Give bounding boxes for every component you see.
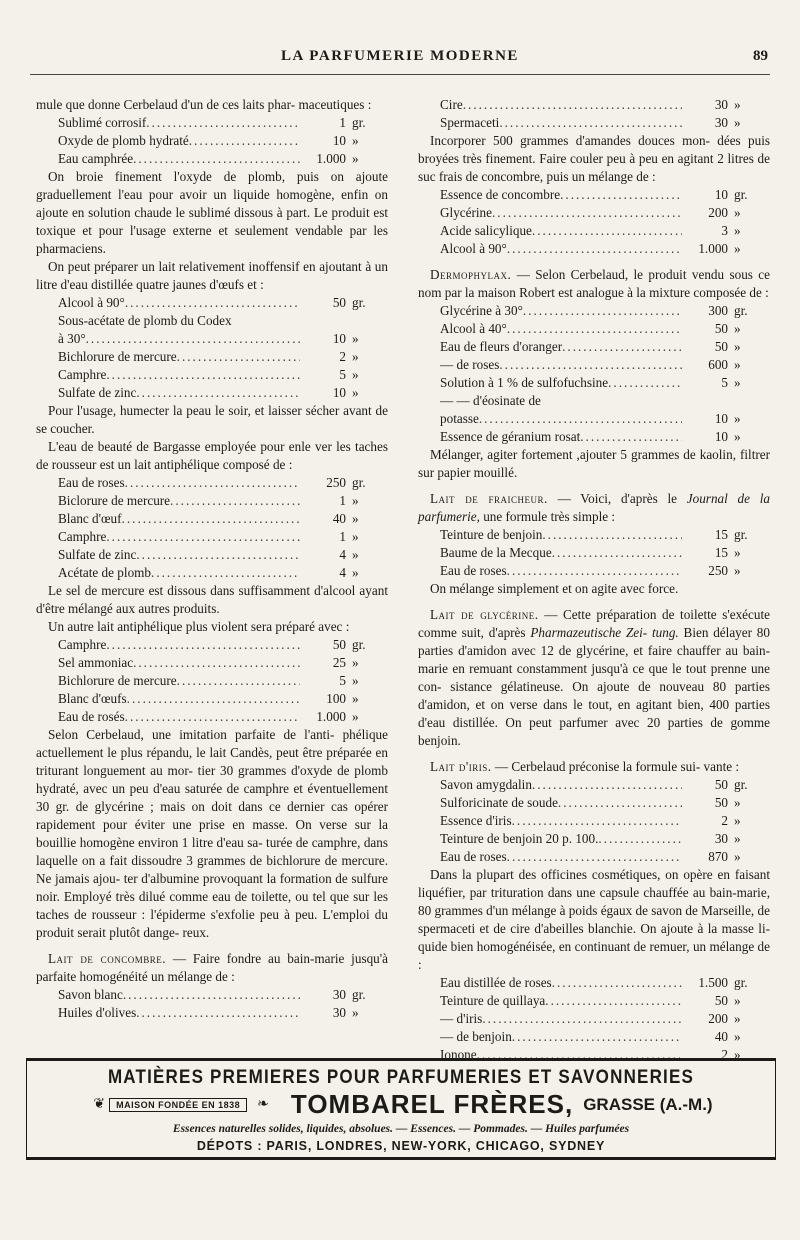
recipe-item bbox=[440, 240, 770, 258]
ingredient-unit: » bbox=[734, 795, 741, 810]
ingredient-amount: 2 bbox=[721, 1047, 728, 1062]
ingredient-unit: » bbox=[352, 547, 359, 562]
ornament-icon: ❧ bbox=[257, 1097, 269, 1112]
dot-leader bbox=[499, 356, 682, 374]
ingredient-amount: 200 bbox=[708, 205, 728, 220]
ingredient-name: Acide salicylique bbox=[440, 223, 532, 238]
ingredient-name: Alcool à 90° bbox=[440, 241, 507, 256]
recipe-item bbox=[58, 474, 388, 492]
recipe-item bbox=[58, 132, 388, 150]
recipe-item bbox=[440, 1028, 770, 1046]
recipe-item bbox=[440, 1010, 770, 1028]
journal-name: Pharmazeutische Zei- tung. bbox=[530, 625, 679, 640]
ingredient-name: Eau de fleurs d'oranger bbox=[440, 339, 563, 354]
ingredient-amount: 250 bbox=[326, 475, 346, 490]
dot-leader bbox=[479, 410, 682, 428]
ingredient-name: Eau distillée de roses bbox=[440, 975, 552, 990]
ingredient-amount: 40 bbox=[332, 511, 346, 526]
ingredient-name: à 30° bbox=[58, 331, 86, 346]
brand-name: TOMBAREL FRÈRES, bbox=[290, 1089, 574, 1119]
ingredient-amount: 3 bbox=[721, 223, 728, 238]
dot-leader bbox=[123, 986, 300, 1004]
recipe-item bbox=[440, 96, 770, 114]
ingredient-amount: 10 bbox=[714, 429, 728, 444]
dot-leader bbox=[133, 654, 300, 672]
recipe-list bbox=[36, 294, 388, 402]
paragraph: Un autre lait antiphélique plus violent sera préparé avec : bbox=[48, 619, 350, 634]
recipe-item bbox=[58, 330, 388, 348]
recipe-item bbox=[440, 830, 770, 848]
recipe-item bbox=[58, 384, 388, 402]
ingredient-name: Huiles d'olives bbox=[58, 1005, 137, 1020]
ingredient-name: Ionone bbox=[440, 1047, 477, 1062]
ingredient-amount: 40 bbox=[714, 1029, 728, 1044]
ingredient-amount: 10 bbox=[332, 133, 346, 148]
ingredient-name: Teinture de quillaya bbox=[440, 993, 546, 1008]
paragraph: Dans la plupart des officines cosmétiques, on opère en faisant liquéfier, par trituration dans une capsule chauffée au bain-marie, 80 grammes d'un mélange à poids égaux de savon de Marseille, de spermaceti et de cire d'abeilles blanchie. On ajoute à la masse li- quide bien homogénéisée, en continuant de remuer, un mélange de : bbox=[418, 867, 770, 972]
ad-brand-line bbox=[27, 1089, 775, 1120]
ingredient-unit: » bbox=[352, 529, 359, 544]
ingredient-unit: » bbox=[352, 673, 359, 688]
dot-leader bbox=[482, 1010, 682, 1028]
ingredient-name: Sel ammoniac bbox=[58, 655, 134, 670]
ingredient-unit: » bbox=[734, 97, 741, 112]
dot-leader bbox=[552, 544, 682, 562]
ingredient-amount: 30 bbox=[714, 115, 728, 130]
section-text: — Selon Cerbelaud, le produit vendu sous ce nom par la maison Robert est analogue à la mixture composée de : bbox=[418, 267, 770, 300]
dot-leader bbox=[177, 348, 300, 366]
ingredient-unit: » bbox=[734, 339, 741, 354]
dot-leader bbox=[492, 204, 682, 222]
advertisement-box bbox=[26, 1058, 776, 1160]
section-paragraph bbox=[418, 758, 770, 776]
recipe-list bbox=[36, 636, 388, 726]
ingredient-name: Camphre bbox=[58, 637, 107, 652]
recipe-item bbox=[58, 636, 388, 654]
ingredient-amount: 1.000 bbox=[316, 709, 346, 724]
paragraph: Incorporer 500 grammes d'amandes douces mon- dées puis broyées très finement. Faire couler peu à peu en agitant 2 litres de suc frais de concombre, puis un mélange de : bbox=[418, 133, 770, 184]
ingredient-unit: » bbox=[352, 133, 359, 148]
dot-leader bbox=[106, 366, 300, 384]
ingredient-amount: 1.500 bbox=[698, 975, 728, 990]
ingredient-unit: » bbox=[734, 321, 741, 336]
recipe-item bbox=[58, 312, 388, 330]
recipe-item bbox=[58, 1004, 388, 1022]
dot-leader bbox=[580, 428, 682, 446]
ingredient-amount: 100 bbox=[326, 691, 346, 706]
section-paragraph bbox=[418, 266, 770, 302]
recipe-item bbox=[58, 114, 388, 132]
left-column bbox=[36, 96, 388, 1022]
ingredient-name: Essence de géranium rosat bbox=[440, 429, 581, 444]
ingredient-unit: » bbox=[734, 831, 741, 846]
dot-leader bbox=[136, 546, 300, 564]
ingredient-name: Baume de la Mecque bbox=[440, 545, 552, 560]
dot-leader bbox=[545, 992, 682, 1010]
dot-leader bbox=[189, 132, 300, 150]
recipe-item bbox=[440, 186, 770, 204]
ingredient-unit: » bbox=[734, 1047, 741, 1062]
ingredient-unit: gr. bbox=[734, 777, 748, 792]
dot-leader bbox=[532, 222, 682, 240]
ingredient-unit: » bbox=[352, 331, 359, 346]
paragraph: mule que donne Cerbelaud d'un de ces laits phar- maceutiques : bbox=[36, 97, 372, 112]
right-column bbox=[418, 96, 770, 1064]
section-text: — Cette préparation de toilette s'exécute comme suit, d'après bbox=[418, 607, 771, 640]
recipe-item bbox=[58, 366, 388, 384]
recipe-list bbox=[36, 986, 388, 1022]
ingredient-amount: 200 bbox=[708, 1011, 728, 1026]
ingredient-amount: 50 bbox=[332, 637, 346, 652]
ingredient-unit: gr. bbox=[352, 115, 366, 130]
section-text: — Voici, d'après le bbox=[547, 491, 687, 506]
dot-leader bbox=[146, 114, 300, 132]
ingredient-name: Blanc d'œufs bbox=[58, 691, 127, 706]
ingredient-amount: 30 bbox=[332, 987, 346, 1002]
ingredient-name: — de benjoin bbox=[440, 1029, 512, 1044]
dot-leader bbox=[106, 636, 300, 654]
ingredient-amount: 2 bbox=[339, 349, 346, 364]
ingredient-name: Biclorure de mercure bbox=[58, 493, 171, 508]
ingredient-unit: » bbox=[352, 385, 359, 400]
ingredient-amount: 50 bbox=[332, 295, 346, 310]
running-header bbox=[30, 48, 770, 74]
recipe-item bbox=[440, 526, 770, 544]
ingredient-name: Eau de roses bbox=[440, 563, 507, 578]
ingredient-unit: » bbox=[734, 223, 741, 238]
dot-leader bbox=[558, 794, 682, 812]
ingredient-unit: » bbox=[734, 241, 741, 256]
recipe-item bbox=[440, 848, 770, 866]
recipe-list bbox=[36, 114, 388, 168]
ingredient-unit: » bbox=[352, 349, 359, 364]
ingredient-amount: 1 bbox=[339, 529, 346, 544]
ingredient-unit: » bbox=[352, 511, 359, 526]
recipe-item bbox=[440, 812, 770, 830]
dot-leader bbox=[125, 708, 300, 726]
section-heading: Lait de concombre. bbox=[48, 951, 166, 966]
recipe-list bbox=[418, 96, 770, 132]
ad-depots: DÉPOTS : PARIS, LONDRES, NEW-YORK, CHICAGO, SYDNEY bbox=[196, 1139, 606, 1153]
ingredient-amount: 300 bbox=[708, 303, 728, 318]
recipe-item bbox=[440, 320, 770, 338]
dot-leader bbox=[598, 830, 682, 848]
ingredient-name: Solution à 1 % de sulfofuchsine bbox=[440, 375, 609, 390]
recipe-list bbox=[418, 302, 770, 446]
recipe-item bbox=[440, 204, 770, 222]
section-paragraph bbox=[418, 490, 770, 526]
ingredient-amount: 15 bbox=[714, 545, 728, 560]
ingredient-name: — d'iris bbox=[440, 1011, 483, 1026]
ingredient-name: Savon amygdalin bbox=[440, 777, 532, 792]
ingredient-unit: » bbox=[734, 813, 741, 828]
recipe-item bbox=[440, 992, 770, 1010]
ingredient-amount: 10 bbox=[714, 411, 728, 426]
ingredient-amount: 50 bbox=[714, 321, 728, 336]
journal-title: LA PARFUMERIE MODERNE bbox=[281, 48, 519, 64]
recipe-item bbox=[440, 544, 770, 562]
section-text: — Faire fondre au bain-marie jusqu'à parfaite homogénéité un mélange de : bbox=[36, 951, 388, 984]
ingredient-name: Alcool à 40° bbox=[440, 321, 507, 336]
dot-leader bbox=[507, 562, 682, 580]
ad-products: Essences naturelles solides, liquides, absolues. — Essences. — Pommades. — Huiles parfumées bbox=[172, 1123, 630, 1135]
ingredient-amount: 50 bbox=[714, 777, 728, 792]
recipe-item bbox=[440, 776, 770, 794]
ingredient-amount: 50 bbox=[714, 339, 728, 354]
ingredient-name: Glycérine bbox=[440, 205, 492, 220]
dot-leader bbox=[560, 186, 682, 204]
recipe-item bbox=[58, 510, 388, 528]
header-rule bbox=[30, 74, 770, 75]
ingredient-amount: 10 bbox=[332, 331, 346, 346]
ingredient-unit: » bbox=[734, 411, 741, 426]
ingredient-name: Eau camphrée bbox=[58, 151, 134, 166]
recipe-list bbox=[418, 974, 770, 1064]
recipe-item bbox=[440, 356, 770, 374]
recipe-list bbox=[418, 526, 770, 580]
recipe-item bbox=[58, 672, 388, 690]
ingredient-amount: 4 bbox=[339, 547, 346, 562]
ingredient-name: Spermaceti bbox=[440, 115, 500, 130]
ingredient-name: potasse bbox=[440, 411, 479, 426]
ingredient-unit: » bbox=[734, 993, 741, 1008]
paragraph: On peut préparer un lait relativement inoffensif en ajoutant à un litre d'eau distillée quatre jaunes d'œufs et : bbox=[36, 259, 388, 292]
dot-leader bbox=[532, 776, 682, 794]
dot-leader bbox=[125, 294, 300, 312]
ingredient-name: Teinture de benjoin bbox=[440, 527, 543, 542]
ingredient-name: Alcool à 90° bbox=[58, 295, 125, 310]
ingredient-amount: 1 bbox=[339, 493, 346, 508]
recipe-item bbox=[58, 654, 388, 672]
ingredient-amount: 10 bbox=[332, 385, 346, 400]
paragraph: On broie finement l'oxyde de plomb, puis on ajoute graduellement l'eau pour avoir un liquide homogène, enfin on ajoute en solution chaude le sublimé dissous à part. Le produit est toxique et pour l'usage externe et seulement vendable par les pharmaciens. bbox=[36, 169, 388, 256]
section-text: — Cerbelaud préconise la formule sui- vante : bbox=[491, 759, 740, 774]
ingredient-unit: » bbox=[352, 691, 359, 706]
ingredient-unit: » bbox=[352, 709, 359, 724]
ad-headline: MATIÈRES PREMIERES POUR PARFUMERIES ET SAVONNERIES bbox=[107, 1065, 695, 1088]
dot-leader bbox=[512, 812, 682, 830]
ingredient-amount: 10 bbox=[714, 187, 728, 202]
ingredient-amount: 870 bbox=[708, 849, 728, 864]
dot-leader bbox=[562, 338, 682, 356]
ingredient-unit: » bbox=[734, 563, 741, 578]
ingredient-unit: » bbox=[734, 1011, 741, 1026]
dot-leader bbox=[542, 526, 682, 544]
ingredient-amount: 30 bbox=[714, 831, 728, 846]
ingredient-amount: 1.000 bbox=[316, 151, 346, 166]
ingredient-name: Sulfate de zinc bbox=[58, 385, 137, 400]
ingredient-name: Eau de rosés bbox=[58, 709, 125, 724]
recipe-list bbox=[418, 186, 770, 258]
section-heading: Lait d'iris. bbox=[430, 759, 492, 774]
recipe-item bbox=[440, 302, 770, 320]
dot-leader bbox=[512, 1028, 682, 1046]
section-paragraph bbox=[36, 950, 388, 986]
section-heading: Lait de glycérine. bbox=[430, 607, 539, 622]
ingredient-name: Cire bbox=[440, 97, 463, 112]
ingredient-name: Sous-acétate de plomb du Codex bbox=[58, 313, 232, 328]
ingredient-amount: 50 bbox=[714, 795, 728, 810]
dot-leader bbox=[507, 240, 682, 258]
ingredient-unit: gr. bbox=[352, 987, 366, 1002]
recipe-item bbox=[58, 986, 388, 1004]
paragraph: L'eau de beauté de Bargasse employée pour enle ver les taches de rousseur est un lait antiphélique composé de : bbox=[36, 439, 388, 472]
dot-leader bbox=[608, 374, 682, 392]
recipe-item bbox=[58, 492, 388, 510]
ingredient-amount: 50 bbox=[714, 993, 728, 1008]
dot-leader bbox=[127, 690, 300, 708]
recipe-item bbox=[440, 114, 770, 132]
founded-badge: MAISON FONDÉE EN 1838 bbox=[109, 1098, 247, 1112]
recipe-item bbox=[58, 708, 388, 726]
recipe-item bbox=[58, 348, 388, 366]
ingredient-name: Bichlorure de mercure bbox=[58, 673, 177, 688]
ingredient-name: Teinture de benjoin 20 p. 100. bbox=[440, 831, 599, 846]
paragraph: Pour l'usage, humecter la peau le soir, et laisser sécher avant de se coucher. bbox=[36, 403, 388, 436]
recipe-item bbox=[58, 294, 388, 312]
dot-leader bbox=[507, 848, 682, 866]
ingredient-unit: » bbox=[352, 1005, 359, 1020]
dot-leader bbox=[133, 150, 300, 168]
paragraph: Le sel de mercure est dissous dans suffisamment d'alcool ayant d'être mélangé aux autres produits. bbox=[36, 583, 388, 616]
ingredient-name: Essence de concombre bbox=[440, 187, 561, 202]
ingredient-unit: gr. bbox=[352, 475, 366, 490]
ornament-icon: ❦ bbox=[93, 1097, 106, 1112]
recipe-list bbox=[36, 474, 388, 582]
dot-leader bbox=[136, 384, 300, 402]
ingredient-unit: gr. bbox=[352, 637, 366, 652]
ingredient-amount: 1 bbox=[339, 115, 346, 130]
paragraph: On mélange simplement et on agite avec force. bbox=[430, 581, 679, 596]
section-text: une formule très simple : bbox=[479, 509, 616, 524]
dot-leader bbox=[507, 320, 682, 338]
recipe-item bbox=[440, 392, 770, 410]
ingredient-amount: 1.000 bbox=[698, 241, 728, 256]
recipe-item bbox=[440, 338, 770, 356]
ingredient-name: Glycérine à 30° bbox=[440, 303, 523, 318]
recipe-item bbox=[58, 528, 388, 546]
page-number: 89 bbox=[753, 48, 768, 64]
ingredient-unit: » bbox=[352, 151, 359, 166]
ingredient-name: Camphre bbox=[58, 367, 107, 382]
dot-leader bbox=[170, 492, 300, 510]
ingredient-amount: 25 bbox=[332, 655, 346, 670]
ingredient-unit: gr. bbox=[352, 295, 366, 310]
ingredient-unit: gr. bbox=[734, 303, 748, 318]
section-paragraph bbox=[418, 606, 770, 750]
dot-leader bbox=[122, 510, 300, 528]
ingredient-unit: » bbox=[734, 375, 741, 390]
ingredient-name: — — d'éosinate de bbox=[440, 393, 541, 408]
recipe-item bbox=[58, 690, 388, 708]
dot-leader bbox=[106, 528, 300, 546]
ingredient-amount: 5 bbox=[339, 673, 346, 688]
ingredient-unit: » bbox=[734, 115, 741, 130]
ingredient-unit: gr. bbox=[734, 975, 748, 990]
ingredient-unit: gr. bbox=[734, 527, 748, 542]
recipe-item bbox=[58, 564, 388, 582]
ingredient-unit: » bbox=[734, 1029, 741, 1044]
dot-leader bbox=[463, 96, 682, 114]
recipe-item bbox=[440, 222, 770, 240]
recipe-item bbox=[440, 428, 770, 446]
dot-leader bbox=[125, 474, 300, 492]
ingredient-amount: 15 bbox=[714, 527, 728, 542]
ingredient-name: Sublimé corrosif bbox=[58, 115, 147, 130]
section-text: Bien délayer 80 parties d'amidon avec 12 de glycérine, et faire chauffer au bain-marie en remuant constamment jusqu'à ce que le tout prenne une con- sistance gélatineuse. On ajoute de nouveau 80 parties d'amidon, et on verse dans le tout, en agitant bien, 400 parties d'eau distillée. On peut parfumer avec 20 parties de gomme benjoin. bbox=[418, 625, 770, 748]
ingredient-amount: 600 bbox=[708, 357, 728, 372]
recipe-item bbox=[440, 374, 770, 392]
ingredient-amount: 4 bbox=[339, 565, 346, 580]
ingredient-name: Eau de roses bbox=[440, 849, 507, 864]
paragraph: Mélanger, agiter fortement ,ajouter 5 grammes de kaolin, filtrer sur papier mouillé. bbox=[418, 447, 770, 480]
recipe-item bbox=[440, 974, 770, 992]
ingredient-unit: » bbox=[734, 545, 741, 560]
dot-leader bbox=[177, 672, 300, 690]
ingredient-unit: » bbox=[734, 849, 741, 864]
ingredient-amount: 5 bbox=[339, 367, 346, 382]
ingredient-unit: » bbox=[734, 357, 741, 372]
recipe-item bbox=[440, 562, 770, 580]
ingredient-name: Essence d'iris bbox=[440, 813, 512, 828]
recipe-item bbox=[440, 410, 770, 428]
ingredient-unit: » bbox=[734, 429, 741, 444]
ingredient-name: Oxyde de plomb hydraté bbox=[58, 133, 189, 148]
dot-leader bbox=[136, 1004, 300, 1022]
ingredient-amount: 30 bbox=[714, 97, 728, 112]
dot-leader bbox=[523, 302, 682, 320]
ingredient-name: Acétate de plomb bbox=[58, 565, 152, 580]
ingredient-unit: » bbox=[352, 367, 359, 382]
ingredient-amount: 2 bbox=[721, 813, 728, 828]
section-heading: Lait de fraicheur. bbox=[430, 491, 548, 506]
ingredient-amount: 250 bbox=[708, 563, 728, 578]
ingredient-unit: » bbox=[352, 655, 359, 670]
ingredient-amount: 30 bbox=[332, 1005, 346, 1020]
ingredient-name: Camphre bbox=[58, 529, 107, 544]
recipe-item bbox=[58, 150, 388, 168]
dot-leader bbox=[151, 564, 300, 582]
ingredient-name: — de roses bbox=[440, 357, 500, 372]
ingredient-name: Eau de roses bbox=[58, 475, 125, 490]
ingredient-unit: » bbox=[734, 205, 741, 220]
ingredient-unit: gr. bbox=[734, 187, 748, 202]
ingredient-name: Savon blanc bbox=[58, 987, 123, 1002]
dot-leader bbox=[86, 330, 300, 348]
ingredient-name: Bichlorure de mercure bbox=[58, 349, 177, 364]
dot-leader bbox=[499, 114, 682, 132]
recipe-list bbox=[418, 776, 770, 866]
ingredient-unit: » bbox=[352, 565, 359, 580]
ingredient-amount: 5 bbox=[721, 375, 728, 390]
brand-city: GRASSE (A.-M.) bbox=[583, 1094, 713, 1114]
recipe-item bbox=[58, 546, 388, 564]
section-heading: Dermophylax. bbox=[430, 267, 512, 282]
ingredient-name: Sulfate de zinc bbox=[58, 547, 137, 562]
ingredient-name: Sulforicinate de soude bbox=[440, 795, 558, 810]
recipe-item bbox=[440, 794, 770, 812]
paragraph: Selon Cerbelaud, une imitation parfaite de l'anti- phélique actuellement le plus répandu, le lait Candès, peut être préparée en triturant longuement au mor- tier 30 grammes d'oxyde de plomb hydraté, avec un peu d'eau saturée de camphre et éventuellement 30 gr. de glycérine ; mais on doit dans ce dernier cas opérer rapidement pour éviter une prise en masse. On verse sur la bouillie homogène environ 1 litre d'eau sa- turée de camphre, dans laquelle on a fait dissoudre 3 grammes de bichlorure de mercure. Ne jamais ajou- ter d'albumine provoquant la formation de sulfure noir. Employé très dilué comme eau de toilette, ou tel que sur les taches de rousseur : l'épiderme s'exfolie peu à peu. L'emploi du produit serait plutôt dange- reux. bbox=[36, 727, 388, 940]
ingredient-unit: » bbox=[352, 493, 359, 508]
ingredient-name: Blanc d'œuf bbox=[58, 511, 122, 526]
dot-leader bbox=[552, 974, 682, 992]
journal-name: Journal de la parfumerie, bbox=[418, 491, 770, 524]
